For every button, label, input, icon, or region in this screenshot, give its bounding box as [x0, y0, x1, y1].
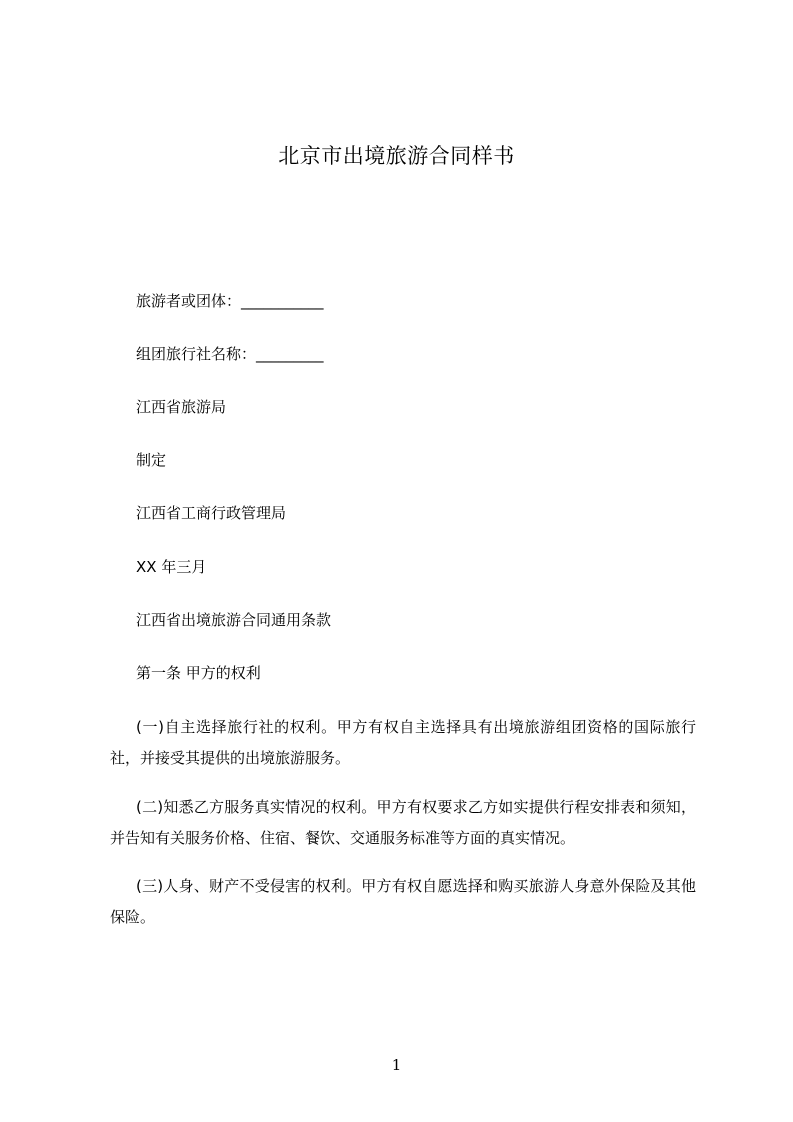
article-one-heading: 第一条 甲方的权利	[136, 664, 261, 682]
formulated-line: 制定	[136, 451, 167, 469]
page-number: 1	[391, 1056, 402, 1074]
personal-property-safety-paragraph: (三)人身、财产不受侵害的权利。甲方有权自愿选择和购买旅游人身意外保险及其他保险。	[110, 877, 696, 926]
date-line: XX 年三月	[136, 558, 207, 576]
traveler-or-group-line: 旅游者或团体：___________	[136, 292, 324, 310]
right-to-know-paragraph: (二)知悉乙方服务真实情况的权利。甲方有权要求乙方如实提供行程安排表和须知，并告知有关服务价格、住宿、餐饮、交通服务标准等方面的真实情况。	[110, 798, 696, 847]
right-to-choose-paragraph: (一)自主选择旅行社的权利。甲方有权自主选择具有出境旅游组团资格的国际旅行社，并接受其提供的出境旅游服务。	[110, 718, 696, 767]
document-title: 北京市出境旅游合同样书	[278, 144, 515, 168]
agency-name-line: 组团旅行社名称：_________	[136, 345, 324, 363]
industry-commerce-bureau-line: 江西省工商行政管理局	[136, 504, 287, 522]
general-terms-title: 江西省出境旅游合同通用条款	[136, 611, 332, 629]
tourism-bureau-line: 江西省旅游局	[136, 398, 227, 416]
